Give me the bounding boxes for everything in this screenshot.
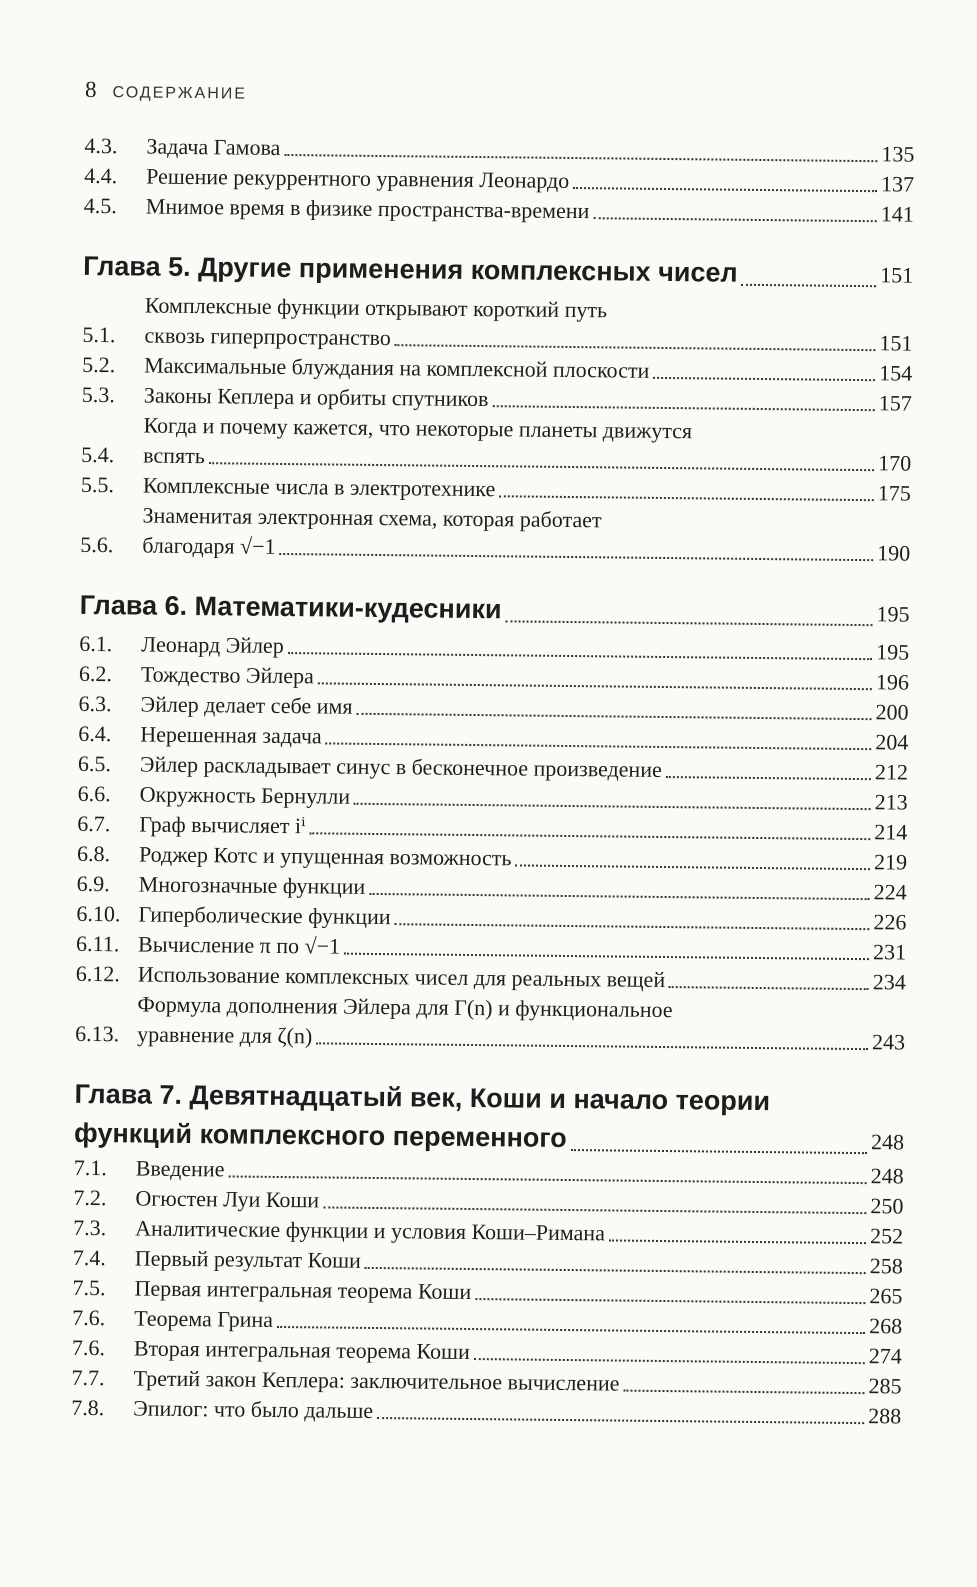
entry-number: 6.10. — [76, 900, 121, 927]
entry-page: 219 — [873, 849, 908, 875]
entry-title: Гиперболические функции — [138, 901, 391, 930]
dot-leader — [499, 494, 874, 501]
entry-number: 5.2. — [82, 351, 116, 378]
entry-title-line: сквозь гиперпространство — [144, 322, 391, 351]
dot-leader — [377, 1416, 864, 1424]
dot-leader — [356, 712, 871, 720]
dot-leader — [277, 1325, 865, 1334]
dot-leader — [365, 1266, 866, 1274]
entry-title: Тождество Эйлера — [140, 661, 314, 689]
entry-title-line: вспять — [143, 442, 205, 469]
chapter-title — [79, 586, 909, 634]
page-number: 8 — [84, 76, 97, 103]
entry-title: Третий закон Кеплера: заключительное вычисление — [133, 1365, 620, 1396]
entry-number: 5.5. — [80, 471, 115, 498]
entry-title: Многозначные функции — [138, 871, 366, 899]
entry-page: 212 — [874, 759, 909, 785]
dot-leader — [284, 153, 877, 162]
chapter-title-line: Глава 7. Девятнадцатый век, Коши и начало теории — [74, 1078, 771, 1117]
entry-title-line: Знаменитая электронная схема, которая работает — [142, 502, 602, 533]
entry-number: 7.4. — [72, 1244, 106, 1271]
entry-number: 6.2. — [78, 660, 113, 687]
dot-leader — [623, 1389, 864, 1395]
dot-leader — [474, 1357, 865, 1364]
entry-title: Роджер Котс и упущенная возможность — [138, 841, 512, 871]
chapter-list — [71, 247, 913, 1432]
entry-title-block — [144, 291, 913, 359]
entry-number: 6.7. — [77, 810, 111, 837]
entry-page: 268 — [869, 1313, 903, 1339]
entry-page: 135 — [881, 141, 915, 167]
entry-title: Вторая интегральная теорема Коши — [133, 1335, 470, 1364]
entry-page: 243 — [872, 1029, 906, 1055]
entry-number: 6.6. — [77, 780, 111, 807]
dot-leader — [475, 1297, 865, 1304]
entry-page: 258 — [869, 1253, 903, 1279]
entry-number: 6.8. — [76, 840, 111, 867]
entry-number: 6.13. — [75, 1020, 120, 1047]
entry-title-block — [143, 411, 912, 479]
entry-number: 5.3. — [81, 381, 116, 408]
toc-entry — [75, 989, 906, 1058]
entry-title-block — [142, 501, 911, 569]
entry-page: 213 — [874, 789, 908, 815]
entry-page: 265 — [869, 1283, 903, 1309]
entry-page: 141 — [880, 201, 914, 227]
entry-title-line: благодаря √−1 — [142, 532, 276, 559]
entry-page: 226 — [873, 909, 907, 935]
entry-page: 190 — [877, 540, 911, 566]
chapter-page: 151 — [880, 262, 914, 288]
entry-number: 7.5. — [72, 1274, 106, 1301]
dot-leader — [653, 376, 875, 381]
entry-number: 6.3. — [78, 690, 112, 717]
dot-leader — [323, 1205, 866, 1214]
entry-number: 4.5. — [83, 192, 117, 219]
entry-title: Леонард Эйлер — [141, 631, 284, 659]
dot-leader — [573, 186, 877, 192]
entry-title: Мнимое время в физике пространства-времени — [145, 193, 590, 224]
chapter-page: 248 — [870, 1129, 905, 1155]
dot-leader — [209, 461, 874, 471]
dot-leader — [571, 1148, 867, 1154]
entry-page: 234 — [872, 969, 906, 995]
entry-number: 5.6. — [80, 531, 114, 558]
entry-title-line: уравнение для ζ(n) — [137, 1021, 313, 1049]
entry-title: Решение рекуррентного уравнения Леонардо — [146, 163, 570, 193]
running-title: СОДЕРЖАНИЕ — [112, 84, 248, 103]
entry-title: Нерешенная задача — [140, 721, 322, 749]
dot-leader — [395, 922, 870, 930]
entry-number: 6.12. — [75, 960, 120, 987]
page-header — [85, 77, 247, 105]
entry-title: Огюстен Луи Коши — [135, 1185, 320, 1213]
dot-leader — [395, 343, 876, 351]
entry-number: 6.11. — [75, 930, 120, 957]
entry-page: 200 — [875, 699, 909, 725]
entry-page: 252 — [869, 1223, 904, 1249]
entry-page: 231 — [872, 939, 907, 965]
entry-page: 214 — [874, 819, 908, 845]
entry-number: 7.2. — [73, 1184, 107, 1211]
entry-page: 175 — [877, 480, 912, 506]
entry-page: 250 — [870, 1193, 904, 1219]
entry-title: Вычисление π по √−1 — [137, 931, 341, 959]
entry-page: 248 — [870, 1163, 904, 1189]
chapter-title — [83, 247, 913, 295]
entry-page: 196 — [875, 669, 910, 695]
entry-number: 6.9. — [76, 870, 110, 897]
entry-number: 7.8. — [71, 1394, 105, 1421]
continued-entries — [84, 131, 915, 230]
entry-number: 7.7. — [71, 1364, 105, 1391]
entry-number: 4.4. — [84, 162, 118, 189]
entry-page: 285 — [868, 1373, 902, 1399]
entry-title: Граф вычисляет iⁱ — [139, 811, 306, 839]
dot-leader — [309, 831, 870, 840]
entry-title: Введение — [135, 1155, 225, 1182]
dot-leader — [228, 1174, 866, 1184]
entry-title: Максимальные блуждания на комплексной плоскости — [144, 352, 650, 383]
dot-leader — [515, 863, 870, 870]
entry-number: 6.5. — [77, 750, 112, 777]
chapter-section — [75, 586, 910, 1058]
dot-leader — [609, 1238, 866, 1244]
entry-title-line: Формула дополнения Эйлера для Γ(n) и функциональное — [137, 991, 673, 1023]
chapter-section — [71, 1075, 905, 1432]
toc-entry — [82, 290, 913, 359]
dot-leader — [316, 1041, 868, 1050]
entry-page: 204 — [875, 729, 909, 755]
entry-title: Эйлер раскладывает синус в бесконечное произведение — [139, 751, 662, 782]
dot-leader — [280, 552, 874, 561]
entry-page: 170 — [878, 450, 912, 476]
entry-title: Теорема Грина — [134, 1305, 274, 1332]
entry-title: Использование комплексных чисел для реальных вещей — [137, 961, 666, 993]
dot-leader — [666, 775, 871, 780]
chapter-page: 195 — [876, 601, 910, 627]
entry-page: 274 — [868, 1343, 902, 1369]
dot-leader — [288, 651, 872, 660]
entry-title: Эйлер делает себе имя — [140, 691, 353, 719]
entry-page: 154 — [879, 360, 913, 386]
dot-leader — [492, 404, 874, 411]
entry-title: Аналитические функции и условия Коши–Римана — [135, 1215, 606, 1246]
entry-number: 4.3. — [84, 132, 118, 159]
dot-leader — [741, 283, 876, 287]
entry-number: 6.4. — [78, 720, 112, 747]
dot-leader — [669, 985, 869, 990]
entry-title: Окружность Бернулли — [139, 781, 351, 809]
entry-page: 224 — [873, 879, 907, 905]
dot-leader — [354, 802, 871, 810]
table-of-contents — [71, 131, 915, 1458]
entry-title: Первый результат Коши — [134, 1245, 362, 1273]
entry-number: 7.6. — [71, 1334, 106, 1361]
entry-number: 7.1. — [73, 1154, 107, 1181]
entry-page: 157 — [878, 390, 912, 416]
entry-number: 5.4. — [81, 441, 115, 468]
entry-page: 137 — [880, 171, 915, 197]
chapter-title-text: Глава 5. Другие применения комплексных чисел — [83, 250, 738, 288]
entry-number: 5.1. — [82, 321, 116, 348]
entry-page: 151 — [879, 330, 913, 356]
dot-leader — [326, 741, 872, 750]
entry-title-line: Когда и почему кажется, что некоторые планеты движутся — [143, 412, 693, 444]
chapter-title-text: Глава 6. Математики-кудесники — [79, 589, 502, 625]
dot-leader — [593, 216, 877, 222]
dot-leader — [505, 619, 872, 626]
entry-title: Комплексные числа в электротехнике — [142, 472, 496, 502]
dot-leader — [318, 681, 872, 690]
entry-title-block — [137, 989, 906, 1057]
entry-title: Первая интегральная теорема Коши — [134, 1275, 472, 1305]
entry-number: 7.6. — [72, 1304, 106, 1331]
chapter-section — [80, 247, 913, 569]
entry-title: Задача Гамова — [146, 133, 281, 160]
entry-title: Законы Кеплера и орбиты спутников — [143, 382, 489, 412]
entry-page: 288 — [868, 1403, 902, 1429]
entry-title-line: Комплексные функции открывают короткий путь — [144, 292, 608, 323]
dot-leader — [369, 892, 869, 900]
dot-leader — [344, 952, 869, 960]
chapter-title-line: функций комплексного переменного — [73, 1117, 567, 1153]
entry-page: 195 — [876, 639, 910, 665]
toc-entry — [81, 410, 912, 479]
entry-number: 6.1. — [79, 630, 113, 657]
entry-title: Эпилог: что было дальше — [133, 1395, 374, 1423]
entry-number: 7.3. — [73, 1214, 107, 1241]
toc-entry — [80, 500, 911, 569]
